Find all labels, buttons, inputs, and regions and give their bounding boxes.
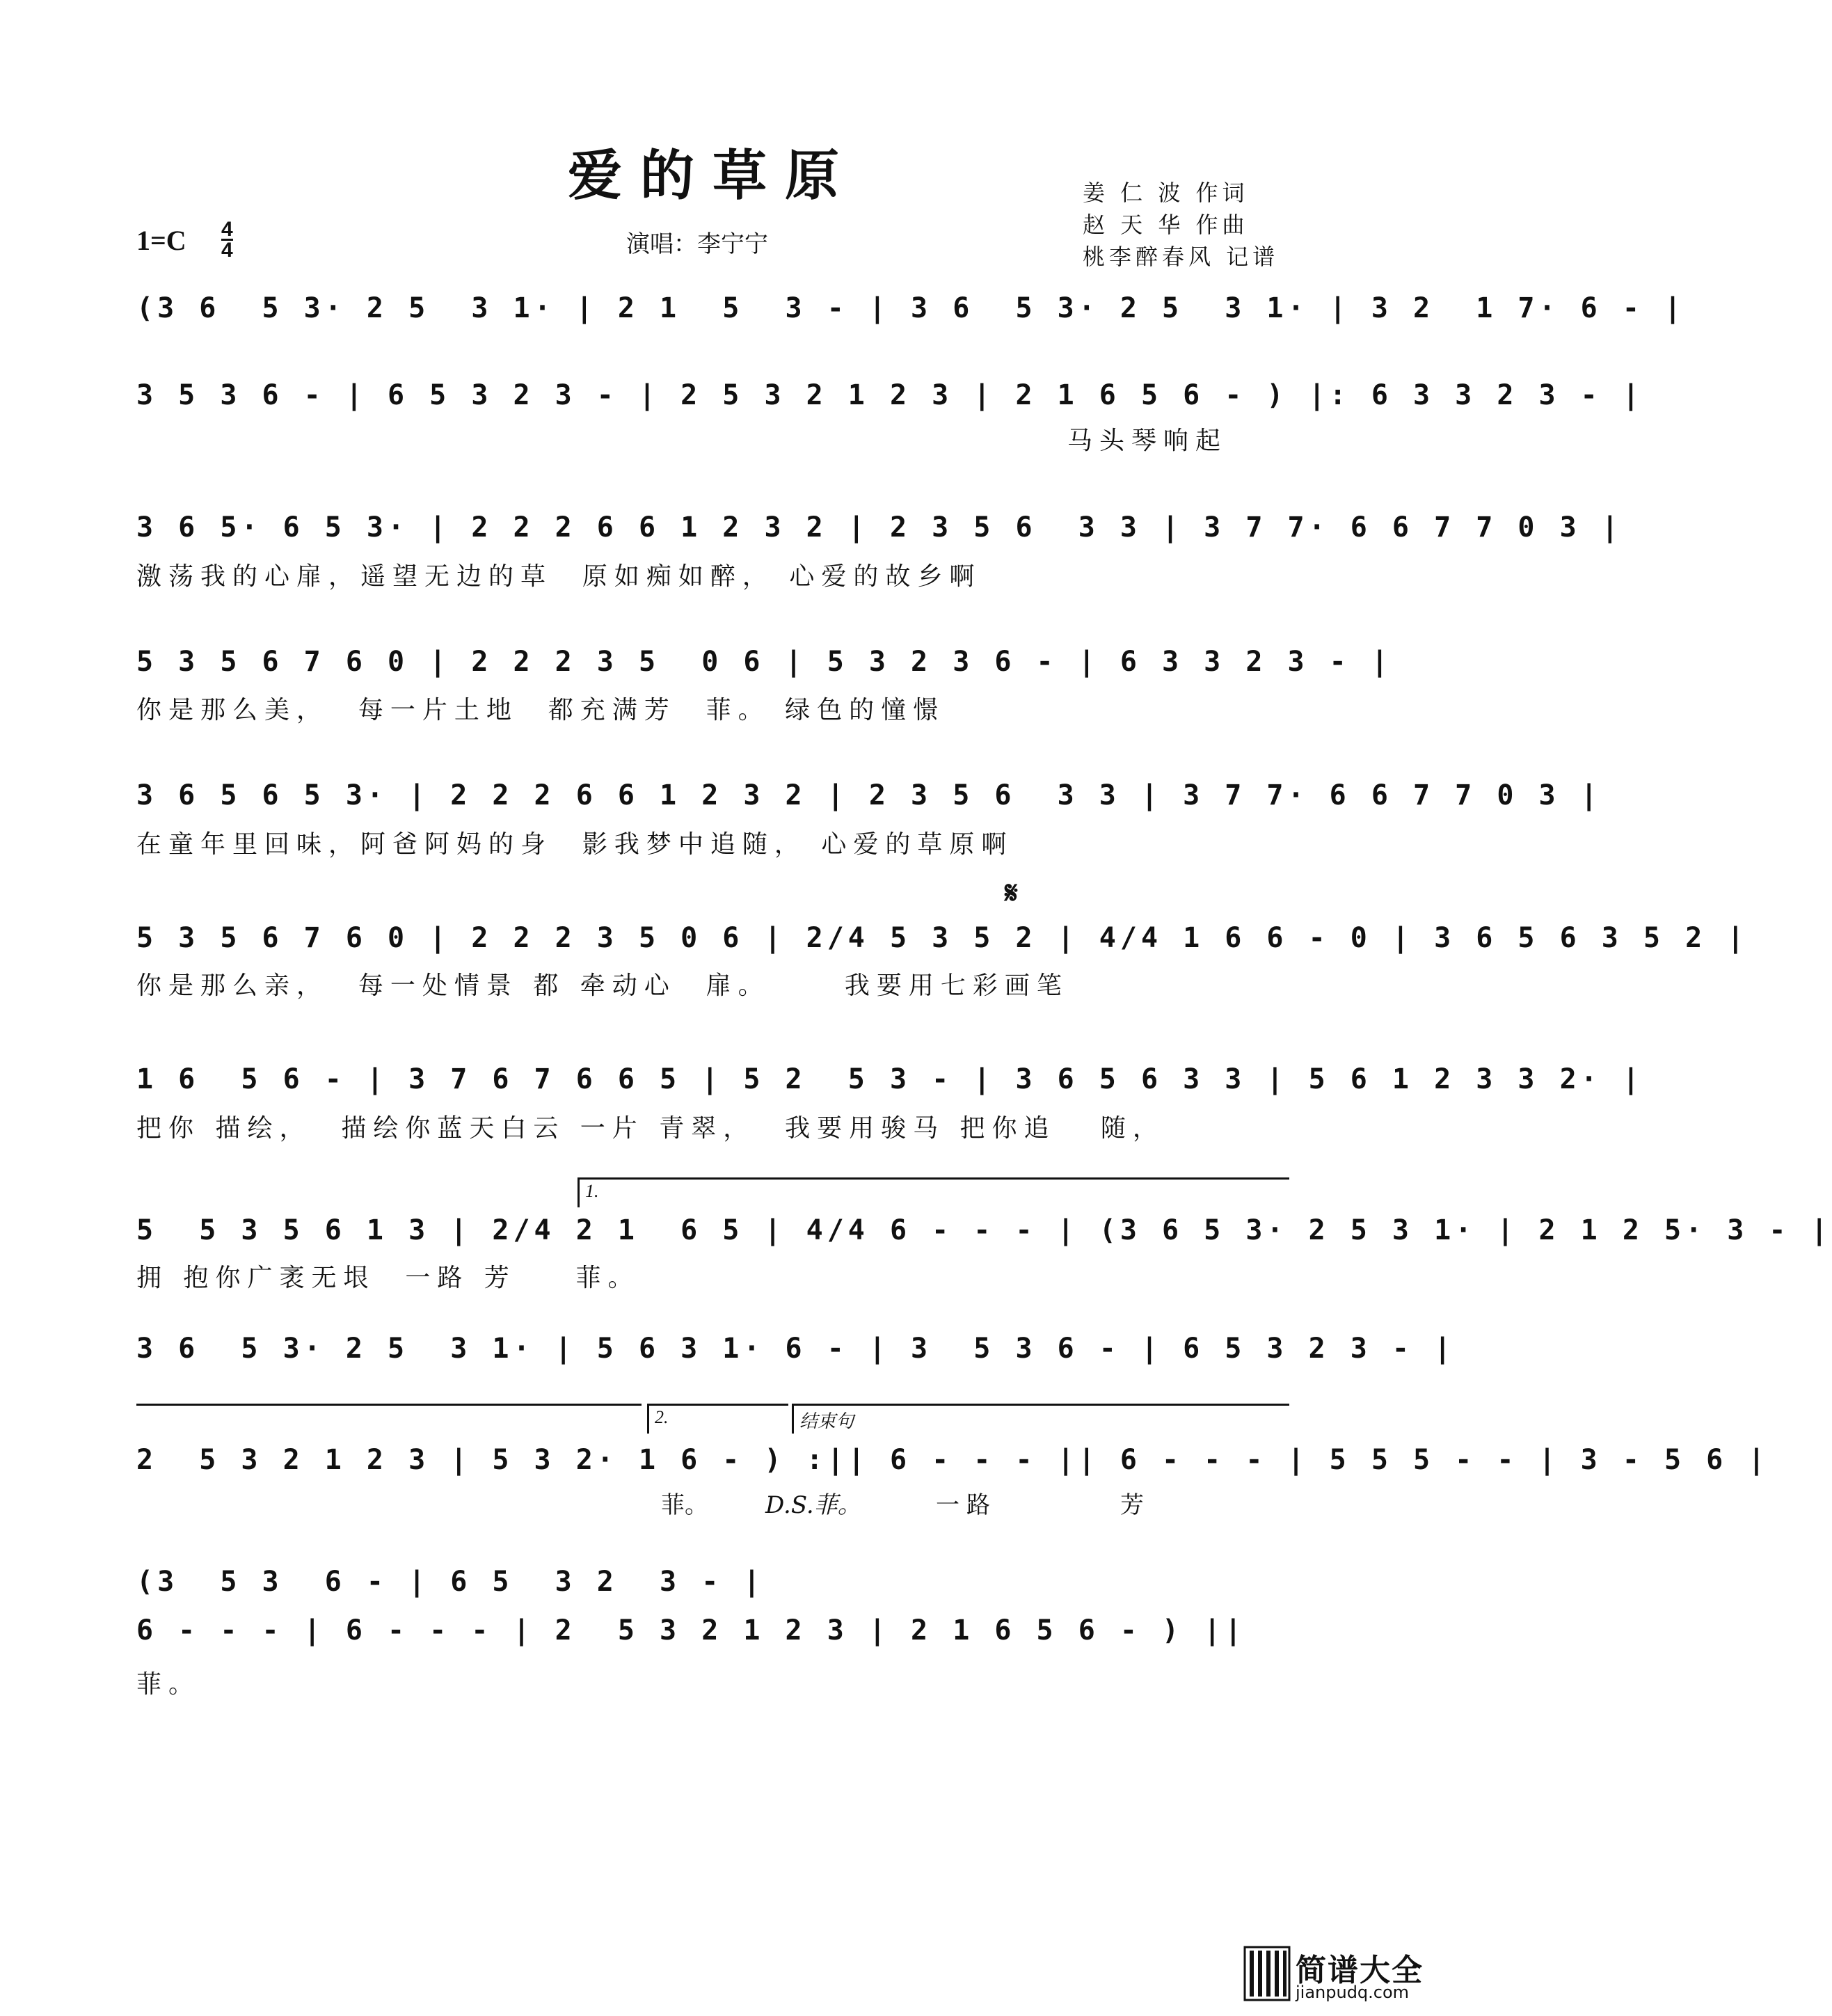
- singer: 演唱：李宁宁: [626, 230, 768, 258]
- lyric-line: 你是那么美， 每一片土地 都充满芳 菲。 绿色的憧憬: [136, 696, 946, 724]
- lyric-line: 把你 描绘， 描绘你蓝天白云 一片 青翠， 我要用骏马 把你追 随，: [136, 1114, 1165, 1143]
- watermark-brand: 简谱大全: [1296, 1953, 1424, 1988]
- ds-marking: D.S.菲。: [765, 1491, 861, 1519]
- lyric-line: 你是那么亲， 每一处情景 都 牵动心 扉。 我要用七彩画笔: [136, 971, 1069, 1000]
- composer-credit: 赵 天 华 作曲: [1083, 212, 1249, 238]
- coda-label: 结束句: [799, 1411, 854, 1431]
- lyric-line: 在童年里回味，阿爸阿妈的身 影我梦中追随， 心爱的草原啊: [136, 830, 1014, 859]
- notation-line: 2 5 3 2 1 2 3 | 5 3 2· 1 6 - ) :|| 6 - - - || 6 - - - | 5 5 5 - - | 3 - 5 6 |: [136, 1444, 1769, 1476]
- lyric-line: 菲。: [136, 1670, 201, 1699]
- notation-line: 3 6 5 3· 2 5 3 1· | 5 6 3 1· 6 - | 3 5 3 6 - | 6 5 3 2 3 - |: [136, 1333, 1456, 1365]
- key-signature: 1=C: [136, 225, 186, 256]
- second-ending-bracket: [647, 1404, 788, 1434]
- notation-line: 5 5 3 5 6 1 3 | 2/4 2 1 6 5 | 4/4 6 - - - | (3 6 5 3· 2 5 3 1· | 2 1 2 5· 3 - |: [136, 1214, 1832, 1246]
- time-signature-numerator: 4: [221, 218, 233, 241]
- coda-bracket: [792, 1404, 1289, 1434]
- notation-line: 3 5 3 6 - | 6 5 3 2 3 - | 2 5 3 2 1 2 3 | 2 1 6 5 6 - ) |: 6 3 3 2 3 - |: [136, 379, 1643, 411]
- notation-line: (3 6 5 3· 2 5 3 1· | 2 1 5 3 - | 3 6 5 3· 2 5 3 1· | 3 2 1 7· 6 - |: [136, 292, 1686, 324]
- first-ending-bracket: [578, 1177, 1289, 1207]
- ending-lyric: 菲。: [661, 1491, 708, 1519]
- piano-icon: [1244, 1946, 1290, 2001]
- second-ending-label: 2.: [655, 1407, 669, 1427]
- segno-sign: 𝄋: [1005, 875, 1018, 911]
- notation-line: 5 3 5 6 7 6 0 | 2 2 2 3 5 0 6 | 2/4 5 3 5 2 | 4/4 1 6 6 - 0 | 3 6 5 6 3 5 2 |: [136, 922, 1749, 954]
- notation-line: 3 6 5· 6 5 3· | 2 2 2 6 6 1 2 3 2 | 2 3 5 6 3 3 | 3 7 7· 6 6 7 7 0 3 |: [136, 511, 1623, 543]
- notation-line: 1 6 5 6 - | 3 7 6 7 6 6 5 | 5 2 5 3 - | 3 6 5 6 3 3 | 5 6 1 2 3 3 2· |: [136, 1063, 1643, 1095]
- lyricist-credit: 姜 仁 波 作词: [1083, 180, 1249, 206]
- notation-line: 6 - - - | 6 - - - | 2 5 3 2 1 2 3 | 2 1 6 5 6 - ) ||: [136, 1614, 1246, 1646]
- watermark-url: jianpudq.com: [1296, 1983, 1410, 2002]
- lyric-line: 马头琴响起: [1067, 427, 1228, 455]
- notation-line: (3 5 3 6 - | 6 5 3 2 3 - |: [136, 1566, 765, 1598]
- transcriber-credit: 桃李醉春风 记谱: [1083, 244, 1280, 270]
- notation-line: 5 3 5 6 7 6 0 | 2 2 2 3 5 0 6 | 5 3 2 3 6 - | 6 3 3 2 3 - |: [136, 646, 1392, 678]
- time-signature-denominator: 4: [221, 239, 233, 262]
- watermark-logo: [1244, 1944, 1424, 2003]
- first-ending-label: 1.: [585, 1181, 599, 1201]
- ending-lyric: 芳: [1120, 1491, 1144, 1519]
- notation-line: 3 6 5 6 5 3· | 2 2 2 6 6 1 2 3 2 | 2 3 5 6 3 3 | 3 7 7· 6 6 7 7 0 3 |: [136, 779, 1602, 811]
- ending-lyric: 一路: [936, 1491, 997, 1519]
- repeat-span-line: [136, 1404, 642, 1406]
- lyric-line: 拥 抱你广袤无垠 一路 芳 菲。: [136, 1264, 640, 1292]
- page-title: 爱的草原: [567, 144, 857, 207]
- lyric-line: 激荡我的心扉，遥望无边的草 原如痴如醉， 心爱的故乡啊: [136, 562, 982, 591]
- time-signature: [221, 220, 233, 260]
